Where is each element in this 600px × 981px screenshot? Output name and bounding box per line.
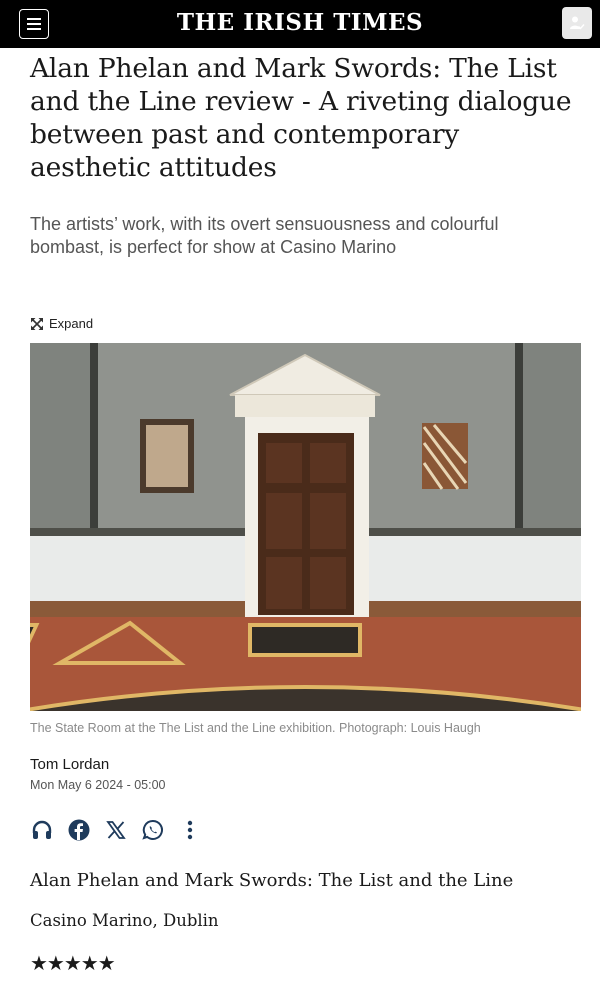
facebook-icon[interactable] [67, 818, 91, 842]
expand-image-button[interactable] [30, 316, 93, 331]
article-standfirst: The artists’ work, with its overt sensuousness and colourful bombast, is perfect for show at Casino Marino [30, 214, 499, 257]
publish-date: Mon May 6 2024 - 05:00 [30, 778, 166, 792]
review-work-title: Alan Phelan and Mark Swords: The List and the Line [30, 870, 514, 891]
x-icon[interactable] [104, 818, 128, 842]
image-caption: The State Room at the The List and the Line exhibition. Photograph: Louis Haugh [30, 721, 481, 735]
account-button[interactable] [562, 7, 592, 39]
state-room-photo [30, 343, 581, 711]
expand-icon [30, 317, 44, 331]
review-venue: Casino Marino, Dublin [30, 911, 219, 930]
whatsapp-icon[interactable] [141, 818, 165, 842]
user-check-icon [569, 15, 585, 31]
author-name[interactable]: Tom Lordan [30, 756, 110, 773]
brand-logo[interactable]: THE IRISH TIMES [176, 9, 424, 36]
star-rating: ★★★★★ [30, 953, 115, 975]
more-options-icon[interactable] [178, 818, 202, 842]
top-bar [0, 0, 600, 48]
expand-label: Expand [49, 316, 94, 331]
share-toolbar [30, 818, 215, 842]
headphones-icon[interactable] [30, 818, 54, 842]
article-headline: Alan Phelan and Mark Swords: The List and the Line review - A riveting dialogue between past and contemporary aesthetic attitudes [30, 53, 572, 183]
hero-photo[interactable] [30, 343, 581, 711]
